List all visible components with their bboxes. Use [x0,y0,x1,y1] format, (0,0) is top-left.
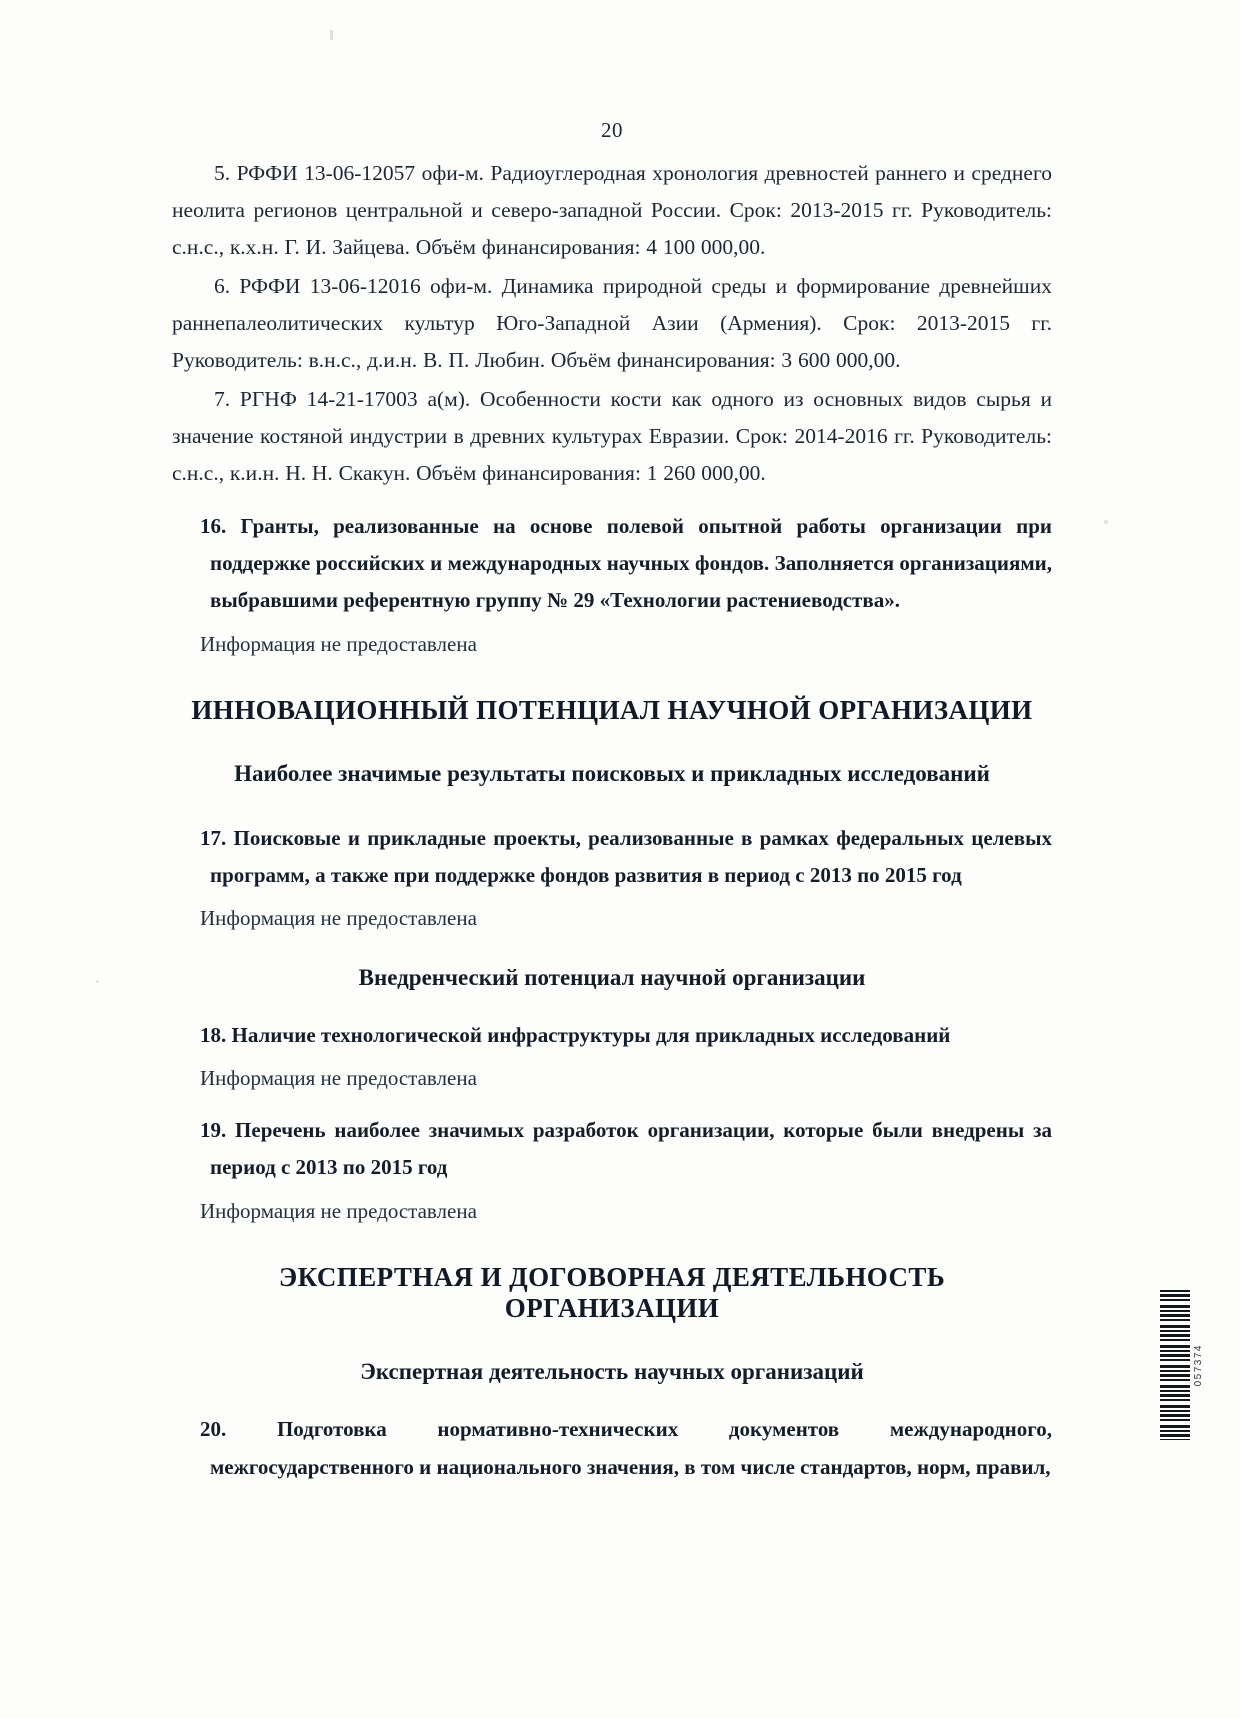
barcode-number: 057374 [1193,1343,1204,1387]
barcode-bars [1160,1290,1190,1440]
item-18-heading: 18. Наличие технологической инфраструктуры для прикладных исследований [200,1022,951,1047]
section-expert-title: ЭКСПЕРТНАЯ И ДОГОВОРНАЯ ДЕЯТЕЛЬНОСТЬ ОРГАНИЗАЦИИ [278,1262,946,1324]
page-number: 20 [601,118,623,142]
item-19-heading: 19. Перечень наиболее значимых разработок организации, которые были внедрены за период с 2013 по 2015 год [200,1117,1052,1180]
item-17-answer: Информация не предоставлена [200,906,477,931]
scan-speck [330,30,333,40]
subsection-implementation-title: Внедренческий потенциал научной организации [358,964,866,990]
page-content [172,118,1052,1490]
item-19-answer: Информация не предоставлена [200,1198,477,1223]
item-20-heading: 20. Подготовка нормативно-технических документов международного, межгосударственного и национального значения, в том числе стандартов, норм, правил, [200,1417,1052,1479]
section-expert-subtitle: Экспертная деятельность научных организаций [360,1359,864,1385]
barcode [1160,1290,1204,1440]
item-16-answer: Информация не предоставлена [200,631,477,656]
grant-entry: 7. РГНФ 14-21-17003 а(м). Особенности кости как одного из основных видов сырья и значение костяной индустрии в древних культурах Евразии. Срок: 2014-2016 гг. Руководитель: с.н.с., к.и.н. Н. Н. Скакун. Объём финансирования: 1 260 000,00. [172,386,1052,485]
item-17-heading: 17. Поисковые и прикладные проекты, реализованные в рамках федеральных целевых программ, а также при поддержке фондов развития в период с 2013 по 2015 год [200,825,1052,887]
item-18-answer: Информация не предоставлена [200,1066,477,1091]
scan-speck [1104,520,1108,524]
section-innovation-title: ИННОВАЦИОННЫЙ ПОТЕНЦИАЛ НАУЧНОЙ ОРГАНИЗАЦИИ [191,695,1033,726]
item-16-heading: 16. Гранты, реализованные на основе полевой опытной работы организации при поддержке российских и международных научных фондов. Заполняется организациями, выбравшими референтную группу № 29 «Технологии растениеводства». [200,513,1052,613]
section-innovation-subtitle: Наиболее значимые результаты поисковых и прикладных исследований [234,761,990,787]
grant-entry: 5. РФФИ 13-06-12057 офи-м. Радиоуглеродная хронология древностей раннего и среднего неолита регионов центральной и северо-западной России. Срок: 2013-2015 гг. Руководитель: с.н.с., к.х.н. Г. И. Зайцева. Объём финансирования: 4 100 000,00. [172,161,1052,259]
grant-entry: 6. РФФИ 13-06-12016 офи-м. Динамика природной среды и формирование древнейших раннепалеолитических культур Юго-Западной Азии (Армения). Срок: 2013-2015 гг. Руководитель: в.н.с., д.и.н. В. П. Любин. Объём финансирования: 3 600 000,00. [172,273,1052,372]
scan-speck [96,980,99,983]
